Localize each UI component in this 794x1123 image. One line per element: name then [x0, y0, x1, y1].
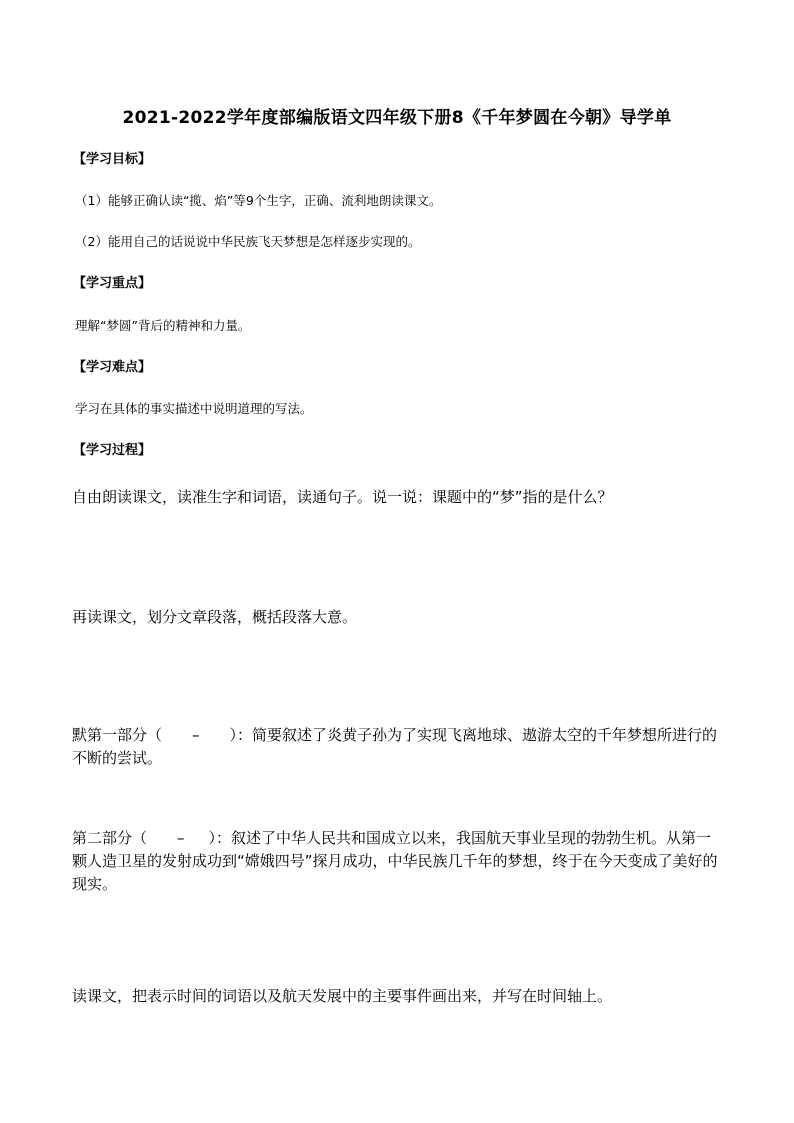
- part-2-prefix: 第二部分（: [72, 829, 148, 847]
- difficulties-heading: 【学习难点】: [73, 360, 152, 375]
- objective-1: （1）能够正确认读“揽、焰”等9个生字，正确、流利地朗读课文。: [75, 193, 442, 208]
- difficulties-text: 学习在具体的事实描述中说明道理的写法。: [75, 401, 313, 416]
- part-2-dash: –: [177, 829, 185, 847]
- part-1-paragraph: [72, 724, 724, 770]
- process-heading: 【学习过程】: [73, 443, 152, 458]
- part-1-text: ）：简要叙述了炎黄子孙为了实现飞离地球、遨游太空的千年梦想所进行的不断的尝试。: [72, 726, 718, 767]
- key-points-heading: 【学习重点】: [73, 276, 152, 291]
- page-title: 2021-2022学年度部编版语文四年级下册8《千年梦圆在今朝》导学单: [122, 108, 672, 128]
- task-1: 自由朗读课文，读准生字和词语，读通句子。说一说：课题中的“梦”指的是什么？: [72, 488, 613, 506]
- key-points-text: 理解“梦圆”背后的精神和力量。: [75, 318, 251, 333]
- task-3: 读课文，把表示时间的词语以及航天发展中的主要事件画出来，并写在时间轴上。: [72, 987, 613, 1005]
- part-2-paragraph: [72, 827, 724, 896]
- part-1-dash: –: [192, 726, 200, 744]
- part-1-prefix: 默第一部分（: [72, 726, 163, 744]
- task-2: 再读课文，划分文章段落，概括段落大意。: [72, 608, 358, 626]
- part-2-text: ）：叙述了中华人民共和国成立以来，我国航天事业呈现的勃勃生机。从第一颗人造卫星的发射成功到“嫦娥四号”探月成功，中华民族几千年的梦想，终于在今天变成了美好的现实。: [72, 829, 718, 893]
- objective-2: （2）能用自己的话说说中华民族飞天梦想是怎样逐步实现的。: [75, 234, 421, 249]
- objectives-heading: 【学习目标】: [73, 152, 152, 167]
